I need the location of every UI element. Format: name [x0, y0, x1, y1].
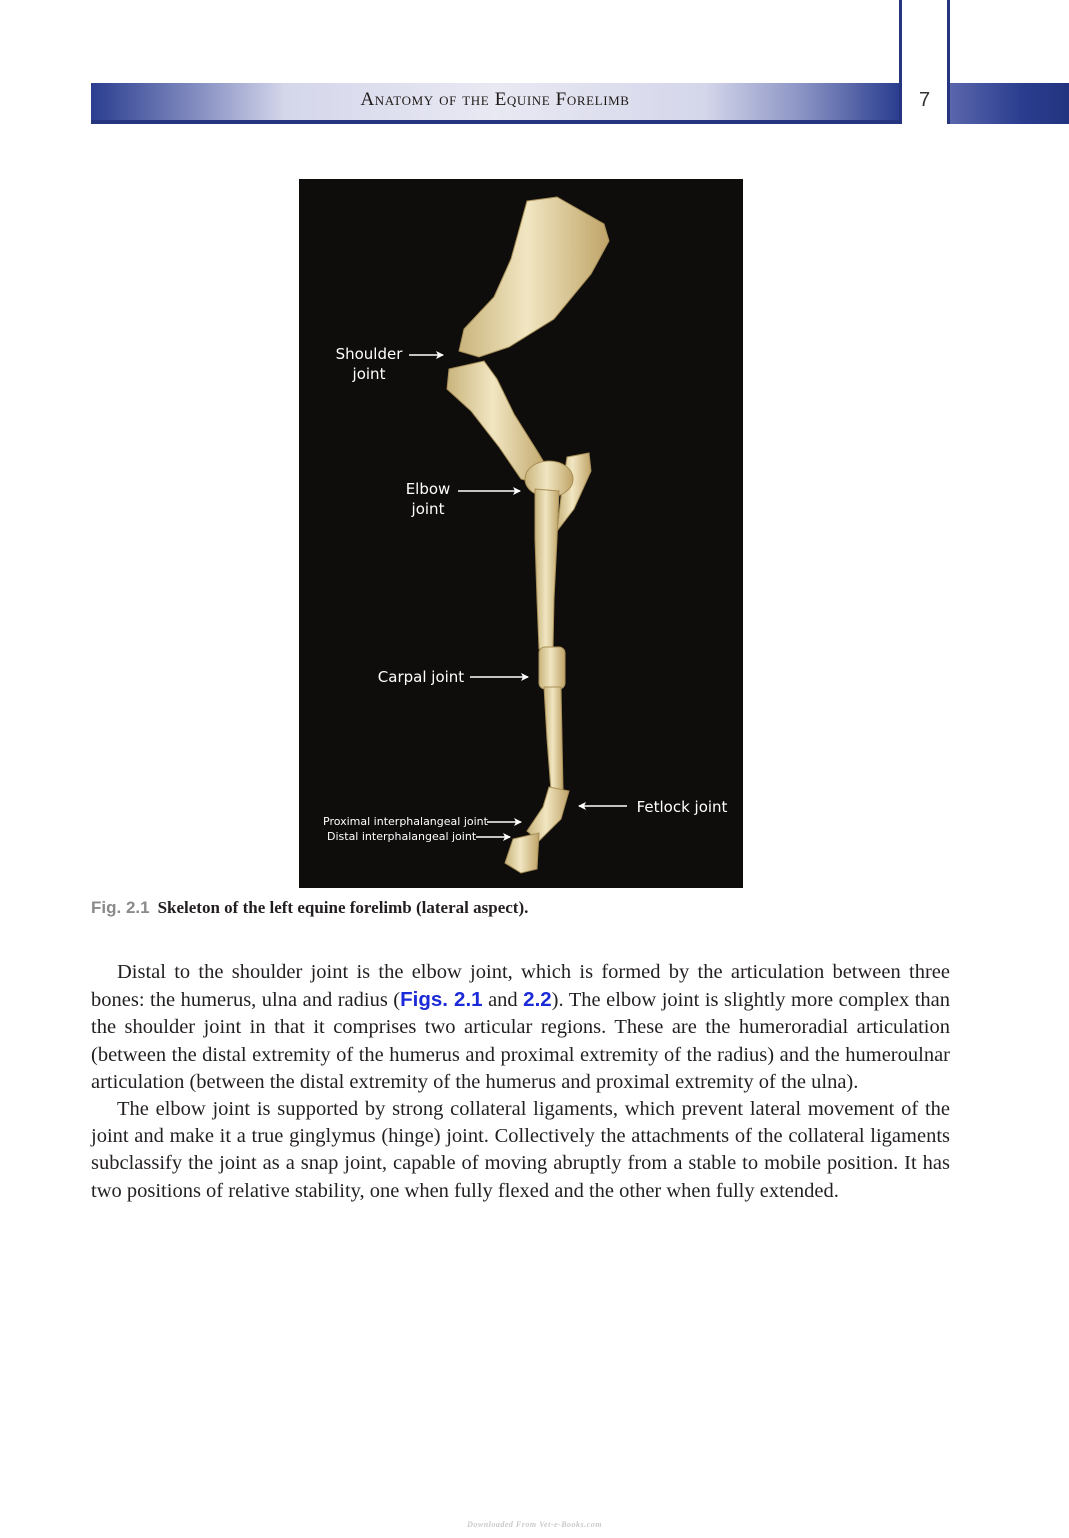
footer-watermark: Downloaded From Vet-e-Books.com	[467, 1520, 602, 1529]
figure-caption-text: Skeleton of the left equine forelimb (lateral aspect).	[157, 898, 529, 917]
distal-interphalangeal-joint-label: Distal interphalangeal joint	[327, 830, 477, 843]
pastern	[527, 787, 569, 841]
running-header-title: Anatomy of the Equine Forelimb	[360, 89, 630, 110]
forelimb-skeleton-illustration	[299, 179, 743, 888]
fetlock-joint-label: Fetlock joint	[636, 798, 728, 816]
carpal-joint-label: Carpal joint	[377, 668, 465, 686]
coffin-bone	[505, 833, 539, 873]
header-edge-tab	[950, 83, 1069, 124]
figure-reference-link[interactable]: Figs. 2.1	[400, 988, 483, 1012]
figure-caption	[91, 898, 528, 918]
running-header-rule	[91, 120, 899, 124]
body-text	[91, 959, 950, 1205]
scapula	[459, 197, 609, 357]
paragraph-text: Distal to the shoulder joint is the elbow joint, which is formed by the articulation between three bones: the humerus, ulna and radius (	[91, 961, 950, 1012]
paragraph-text: ). The elbow joint is slightly more complex than the shoulder joint in that it comprises two articular regions. These are the humeroradial articulation (between the distal extremity of the humerus and proximal extremity of the radius) and the humeroulnar articulation (between the distal extremity of the humerus and proximal extremity of the ulna).	[91, 989, 951, 1093]
paragraph: The elbow joint is supported by strong collateral ligaments, which prevent lateral movement of the joint and make it a true ginglymus (hinge) joint. Collectively the attachments of the collateral ligaments subclassify the joint as a snap joint, capable of moving abruptly from a stable to mobile position. It has two positions of relative stability, one when fully flexed and the other when fully extended.	[91, 1098, 950, 1202]
shoulder-joint-label: Shoulder joint	[335, 345, 403, 383]
radius	[535, 489, 559, 649]
paragraph	[91, 959, 950, 1096]
skeleton-figure	[299, 179, 743, 888]
figure-caption-number: Fig. 2.1	[91, 898, 150, 917]
carpal-bones	[539, 647, 565, 689]
cannon-bone	[544, 687, 563, 791]
figure-reference-link[interactable]: 2.2	[523, 988, 552, 1012]
page-number: 7	[918, 89, 931, 111]
elbow-joint-label: Elbow joint	[405, 480, 451, 518]
proximal-interphalangeal-joint-label: Proximal interphalangeal joint	[323, 815, 488, 828]
paragraph-text: and	[482, 989, 524, 1012]
